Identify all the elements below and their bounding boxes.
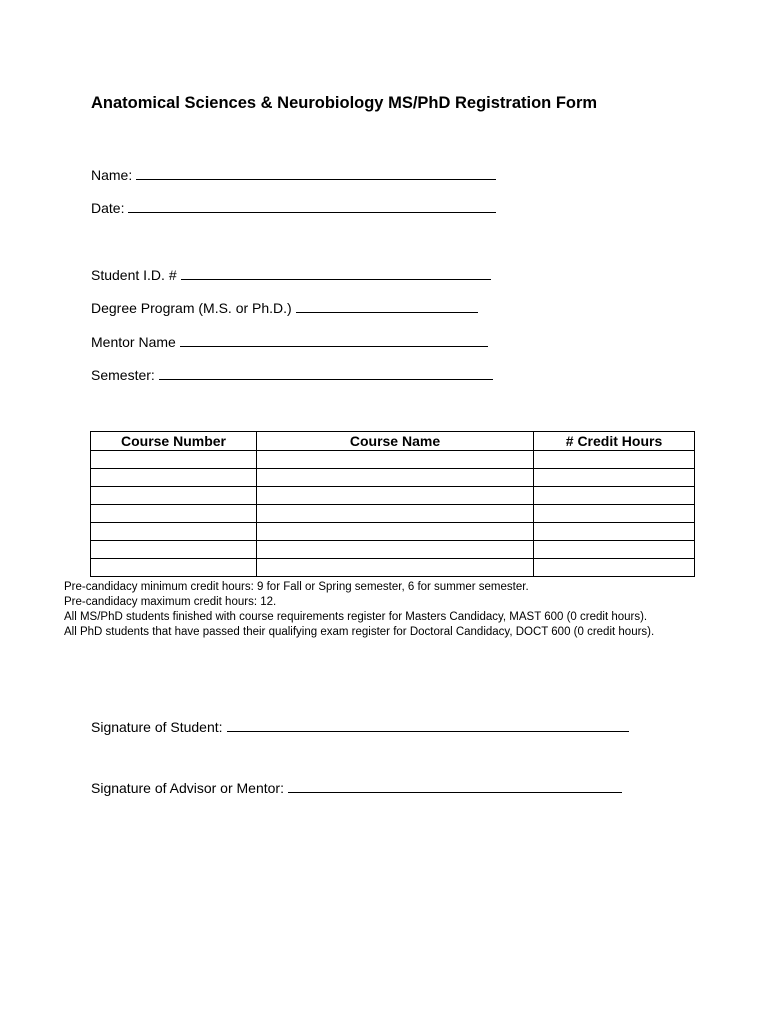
credit-hours-cell[interactable] [534, 541, 695, 559]
course-number-cell[interactable] [91, 451, 257, 469]
table-row [91, 487, 695, 505]
course-number-cell[interactable] [91, 559, 257, 577]
degree-program-input-line[interactable] [296, 312, 478, 313]
course-name-cell[interactable] [257, 451, 534, 469]
credit-hours-cell[interactable] [534, 469, 695, 487]
table-row [91, 541, 695, 559]
course-table [90, 431, 695, 577]
credit-hours-cell[interactable] [534, 559, 695, 577]
date-field [91, 196, 496, 216]
course-name-cell[interactable] [257, 559, 534, 577]
credit-hours-cell[interactable] [534, 451, 695, 469]
name-field [91, 163, 496, 183]
table-row [91, 559, 695, 577]
course-name-cell[interactable] [257, 469, 534, 487]
note-line: Pre-candidacy maximum credit hours: 12. [64, 596, 277, 608]
credit-hours-cell[interactable] [534, 487, 695, 505]
semester-label: Semester: [91, 367, 155, 383]
advisor-signature-label: Signature of Advisor or Mentor: [91, 780, 284, 796]
table-row [91, 469, 695, 487]
table-row [91, 505, 695, 523]
mentor-name-field [91, 330, 488, 350]
course-name-cell[interactable] [257, 487, 534, 505]
semester-input-line[interactable] [159, 379, 493, 380]
course-number-cell[interactable] [91, 541, 257, 559]
note-line: All MS/PhD students finished with course requirements register for Masters Candidacy, MAST 600 (0 credit hours). [64, 611, 648, 623]
note-line: Pre-candidacy minimum credit hours: 9 for Fall or Spring semester, 6 for summer semester. [64, 581, 529, 593]
course-name-cell[interactable] [257, 541, 534, 559]
degree-program-field [91, 296, 478, 316]
credit-hours-header: # Credit Hours [534, 432, 695, 451]
date-input-line[interactable] [128, 212, 496, 213]
degree-program-label: Degree Program (M.S. or Ph.D.) [91, 300, 292, 316]
note-line: All PhD students that have passed their qualifying exam register for Doctoral Candidacy, DOCT 600 (0 credit hours). [64, 626, 655, 638]
course-number-cell[interactable] [91, 469, 257, 487]
student-signature-label: Signature of Student: [91, 719, 223, 735]
student-signature-field [91, 715, 629, 735]
form-title: Anatomical Sciences & Neurobiology MS/PhD Registration Form [91, 94, 598, 112]
course-name-header: Course Name [257, 432, 534, 451]
student-id-field [91, 263, 491, 283]
course-number-cell[interactable] [91, 505, 257, 523]
name-input-line[interactable] [136, 179, 496, 180]
table-row [91, 523, 695, 541]
course-name-cell[interactable] [257, 523, 534, 541]
student-id-label: Student I.D. # [91, 267, 177, 283]
credit-hour-notes [64, 580, 654, 640]
table-row [91, 451, 695, 469]
advisor-signature-field [91, 776, 622, 796]
table-header-row [91, 432, 695, 451]
course-number-cell[interactable] [91, 523, 257, 541]
advisor-signature-line[interactable] [288, 792, 622, 793]
student-signature-line[interactable] [227, 731, 629, 732]
mentor-name-label: Mentor Name [91, 334, 176, 350]
course-number-header: Course Number [91, 432, 257, 451]
course-name-cell[interactable] [257, 505, 534, 523]
course-number-cell[interactable] [91, 487, 257, 505]
mentor-name-input-line[interactable] [180, 346, 488, 347]
semester-field [91, 363, 493, 383]
student-id-input-line[interactable] [181, 279, 491, 280]
credit-hours-cell[interactable] [534, 505, 695, 523]
date-label: Date: [91, 200, 125, 216]
credit-hours-cell[interactable] [534, 523, 695, 541]
name-label: Name: [91, 167, 133, 183]
